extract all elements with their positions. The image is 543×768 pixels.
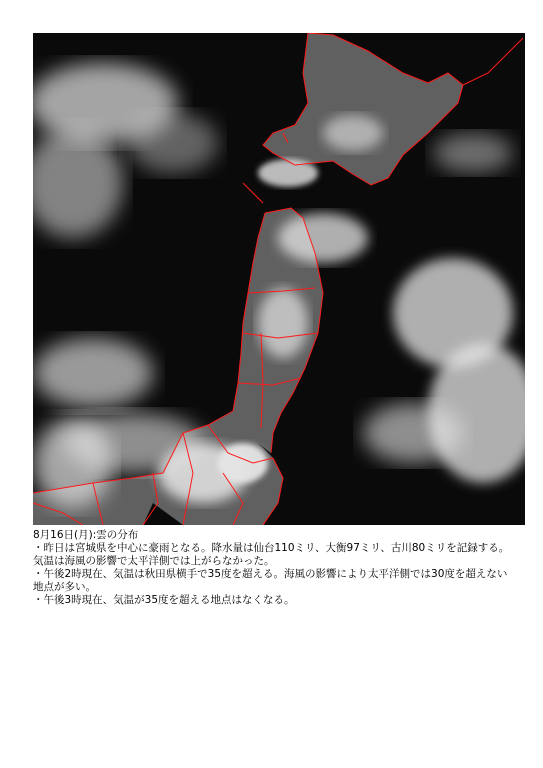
- caption-title: 8月16日(月):雲の分布: [33, 529, 139, 541]
- caption-bullet: ・午後3時現在、気温が35度を超える地点はなくなる。: [33, 594, 295, 606]
- caption-bullet-list: [33, 542, 513, 607]
- caption-bullet: ・昨日は宮城県を中心に豪雨となる。降水量は仙台110ミリ、大衡97ミリ、古川80ミリを記録する。気温は海風の影響で太平洋側では上がらなかった。: [33, 542, 510, 567]
- image-caption: [33, 529, 513, 607]
- caption-bullet: ・午後2時現在、気温は秋田県横手で35度を超える。海風の影響により太平洋側では30度を超えない地点が多い。: [33, 568, 508, 593]
- satellite-cloud-image: [33, 33, 525, 525]
